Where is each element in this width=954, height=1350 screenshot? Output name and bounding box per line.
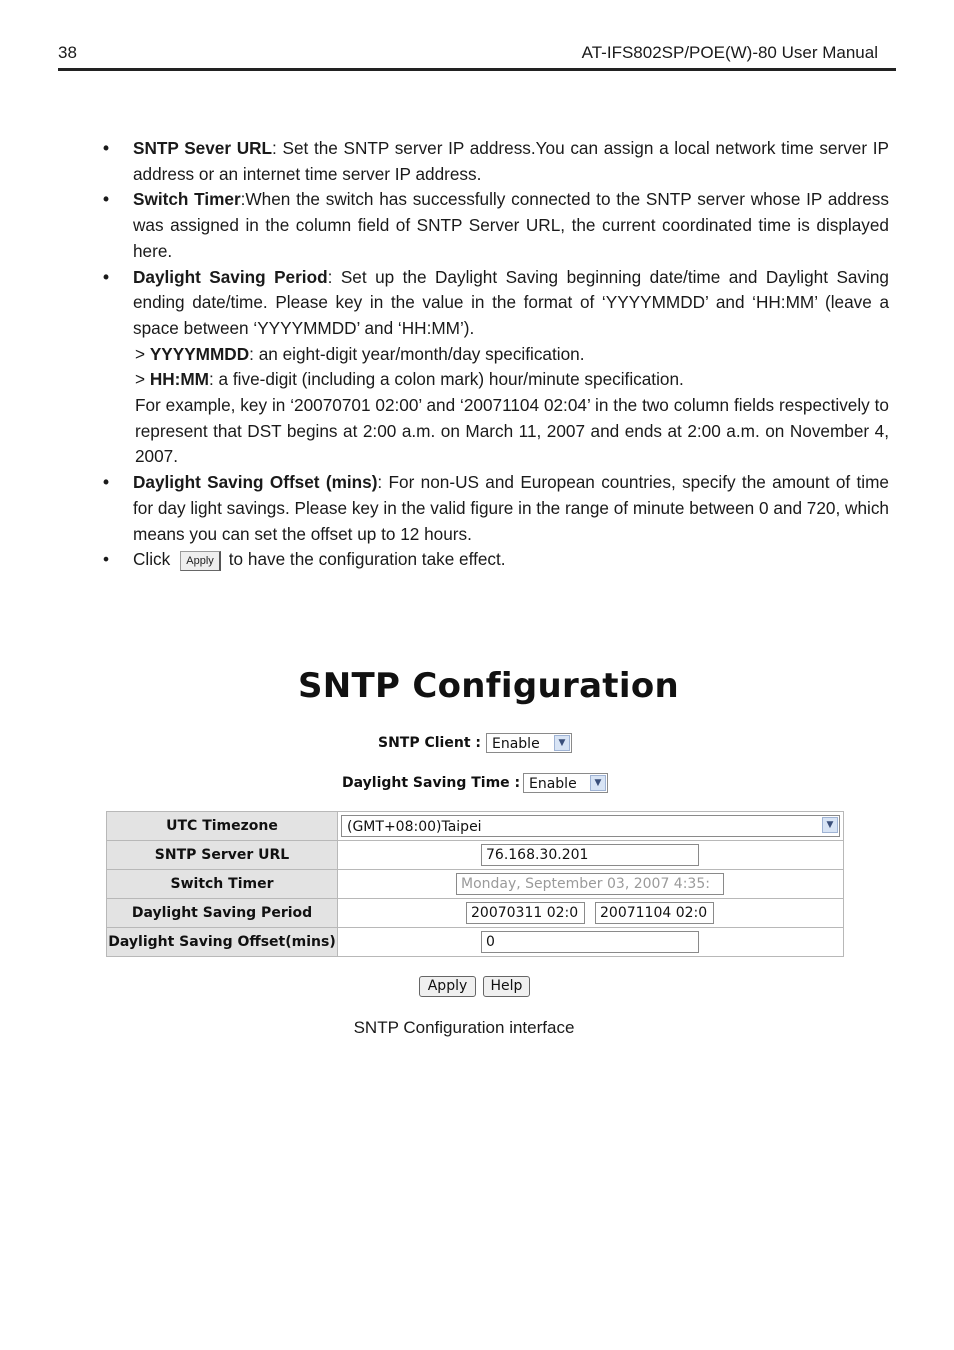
chevron-down-icon: ▼ bbox=[554, 735, 570, 751]
chevron-down-icon: ▼ bbox=[822, 817, 838, 833]
bullet-icon: • bbox=[103, 189, 110, 210]
dst-start-input[interactable]: 20070311 02:0 bbox=[466, 902, 585, 924]
term: YYYYMMDD bbox=[149, 343, 250, 364]
inline-apply-button: Apply bbox=[180, 551, 221, 571]
term: Daylight Saving Period bbox=[133, 266, 328, 287]
term: Daylight Saving Offset (mins) bbox=[133, 472, 378, 493]
bullet-icon: • bbox=[103, 266, 110, 287]
list-item bbox=[103, 187, 889, 264]
sntp-client-value: Enable bbox=[492, 736, 540, 752]
sntp-server-url-label: SNTP Server URL bbox=[107, 841, 338, 870]
click-text: Click bbox=[133, 549, 171, 570]
switch-timer-cell bbox=[338, 870, 844, 899]
utc-timezone-select[interactable] bbox=[341, 815, 840, 837]
daylight-saving-offset-label: Daylight Saving Offset(mins) bbox=[107, 928, 338, 957]
utc-timezone-cell bbox=[338, 812, 844, 841]
description: : Set the SNTP server IP address.You can assign a local network time server IP address or an internet time server IP address. bbox=[133, 138, 889, 184]
table-row bbox=[107, 812, 844, 841]
term: Switch Timer bbox=[133, 189, 241, 210]
switch-timer-field: Monday, September 03, 2007 4:35: bbox=[456, 873, 724, 895]
body-text bbox=[103, 136, 889, 573]
sntp-client-label: SNTP Client : bbox=[378, 735, 481, 751]
sntp-server-url-cell bbox=[338, 841, 844, 870]
term: SNTP Sever URL bbox=[133, 138, 273, 158]
sub-item bbox=[103, 342, 889, 368]
description: : a five-digit (including a colon mark) hour/minute specification. bbox=[209, 369, 684, 390]
list-item bbox=[103, 136, 889, 187]
config-title: SNTP Configuration bbox=[298, 666, 679, 706]
dst-end-input[interactable]: 20071104 02:0 bbox=[595, 902, 714, 924]
list-item bbox=[103, 265, 889, 342]
dst-label: Daylight Saving Time : bbox=[342, 775, 521, 791]
dst-select[interactable] bbox=[523, 773, 608, 793]
config-table bbox=[106, 811, 844, 957]
click-text-after: to have the configuration take effect. bbox=[228, 549, 506, 570]
sntp-client-select[interactable] bbox=[486, 733, 572, 753]
description: : Set up the Daylight Saving beginning date/time and Daylight Saving ending date/time. Please key in the value in the format of ‘YYYYMMDD’ and ‘HH:MM’ (leave a space between ‘YYYYMMDD’ and ‘HH:MM’). bbox=[133, 266, 889, 338]
description: :When the switch has successfully connected to the SNTP server whose IP address was assigned in the column field of SNTP Server URL, the current coordinated time is displayed here. bbox=[133, 189, 889, 261]
bullet-icon: • bbox=[103, 472, 110, 493]
document-title: AT-IFS802SP/POE(W)-80 User Manual bbox=[581, 43, 878, 62]
table-row bbox=[107, 928, 844, 957]
sub-prefix: > bbox=[135, 369, 150, 390]
bullet-icon: • bbox=[103, 549, 110, 570]
list-item bbox=[103, 470, 889, 547]
example-text: For example, key in ‘20070701 02:00’ and ‘20071104 02:04’ in the two column fields respectively to represent that DST begins at 2:00 a.m. on March 11, 2007 and ends at 2:00 a.m. on November 4, 2007. bbox=[135, 395, 889, 467]
description: : For non-US and European countries, specify the amount of time for day light savings. Please key in the valid figure in the range of minute between 0 and 720, which means you can set the offset up to 12 hours. bbox=[133, 472, 889, 544]
bullet-icon: • bbox=[103, 138, 110, 158]
sntp-server-url-input[interactable]: 76.168.30.201 bbox=[481, 844, 699, 866]
utc-timezone-value: (GMT+08:00)Taipei bbox=[347, 819, 482, 835]
list-item bbox=[103, 547, 889, 573]
utc-timezone-label: UTC Timezone bbox=[107, 812, 338, 841]
table-row bbox=[107, 899, 844, 928]
dst-offset-input[interactable]: 0 bbox=[481, 931, 699, 953]
daylight-saving-offset-cell bbox=[338, 928, 844, 957]
page-header bbox=[58, 42, 896, 71]
dst-value: Enable bbox=[529, 776, 577, 792]
daylight-saving-period-label: Daylight Saving Period bbox=[107, 899, 338, 928]
table-row bbox=[107, 870, 844, 899]
sub-item bbox=[103, 367, 889, 393]
page-number: 38 bbox=[58, 43, 77, 62]
daylight-saving-period-cell bbox=[338, 899, 844, 928]
sub-prefix: > bbox=[135, 343, 150, 364]
term: HH:MM bbox=[149, 369, 209, 390]
switch-timer-label: Switch Timer bbox=[107, 870, 338, 899]
help-button[interactable]: Help bbox=[483, 976, 530, 997]
apply-button[interactable]: Apply bbox=[419, 976, 476, 997]
description: : an eight-digit year/month/day specification. bbox=[249, 343, 585, 364]
chevron-down-icon: ▼ bbox=[590, 775, 606, 791]
figure-caption: SNTP Configuration interface bbox=[353, 1018, 575, 1037]
table-row bbox=[107, 841, 844, 870]
